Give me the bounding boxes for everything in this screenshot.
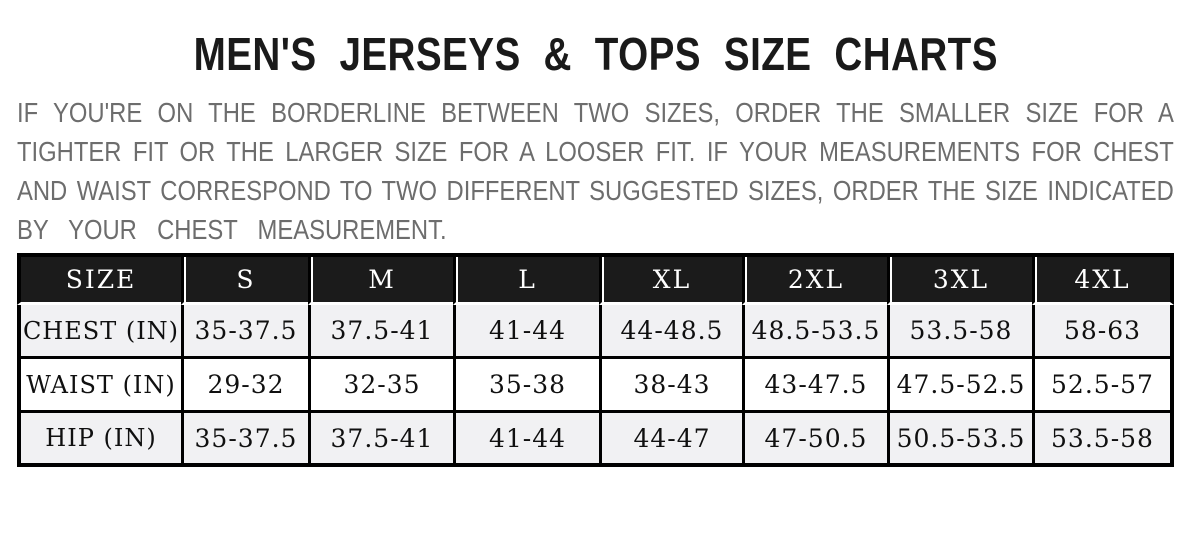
table-cell: 44-48.5 — [599, 305, 742, 359]
table-cell: 44-47 — [599, 413, 742, 467]
column-header-size: SIZE — [17, 253, 181, 305]
table-cell: 29-32 — [181, 359, 308, 413]
table-cell: 43-47.5 — [742, 359, 887, 413]
table-cell: 53.5-58 — [1032, 413, 1174, 467]
table-cell: 47-50.5 — [742, 413, 887, 467]
intro-line: AND WAIST CORRESPOND TO TWO DIFFERENT SUGGESTED SIZES, ORDER THE SIZE INDICATED — [17, 175, 1174, 206]
table-cell: 35-38 — [453, 359, 599, 413]
page-title: MEN'S JERSEYS & TOPS SIZE CHARTS — [193, 28, 998, 80]
row-label: HIP (IN) — [17, 413, 181, 467]
row-label: WAIST (IN) — [17, 359, 181, 413]
table-cell: 38-43 — [599, 359, 742, 413]
header-row — [17, 253, 1174, 305]
intro-line: BY YOUR CHEST MEASUREMENT. — [17, 214, 447, 245]
intro-paragraph-text — [17, 93, 1174, 249]
table-cell: 41-44 — [453, 413, 599, 467]
column-header-s: S — [181, 253, 308, 305]
intro-line: TIGHTER FIT OR THE LARGER SIZE FOR A LOOSER FIT. IF YOUR MEASUREMENTS FOR CHEST — [17, 136, 1174, 167]
column-header-2xl: 2XL — [742, 253, 887, 305]
column-header-xl: XL — [599, 253, 742, 305]
intro-line: IF YOU'RE ON THE BORDERLINE BETWEEN TWO SIZES, ORDER THE SMALLER SIZE FOR A — [17, 97, 1174, 128]
table-cell: 37.5-41 — [308, 305, 453, 359]
table-cell: 32-35 — [308, 359, 453, 413]
table-row-hip — [17, 413, 1174, 467]
column-header-3xl: 3XL — [887, 253, 1032, 305]
table-cell: 48.5-53.5 — [742, 305, 887, 359]
table-cell: 53.5-58 — [887, 305, 1032, 359]
size-chart-section — [17, 253, 1191, 467]
table-cell: 35-37.5 — [181, 305, 308, 359]
size-chart-table — [17, 253, 1174, 467]
row-label: CHEST (IN) — [17, 305, 181, 359]
column-header-m: M — [308, 253, 453, 305]
table-cell: 41-44 — [453, 305, 599, 359]
table-cell: 37.5-41 — [308, 413, 453, 467]
table-cell: 35-37.5 — [181, 413, 308, 467]
table-row-waist — [17, 359, 1174, 413]
table-cell: 50.5-53.5 — [887, 413, 1032, 467]
table-row-chest — [17, 305, 1174, 359]
intro-paragraph — [17, 93, 1174, 249]
table-cell: 58-63 — [1032, 305, 1174, 359]
table-cell: 52.5-57 — [1032, 359, 1174, 413]
column-header-4xl: 4XL — [1032, 253, 1174, 305]
table-cell: 47.5-52.5 — [887, 359, 1032, 413]
title-bar — [0, 28, 1191, 81]
column-header-l: L — [453, 253, 599, 305]
